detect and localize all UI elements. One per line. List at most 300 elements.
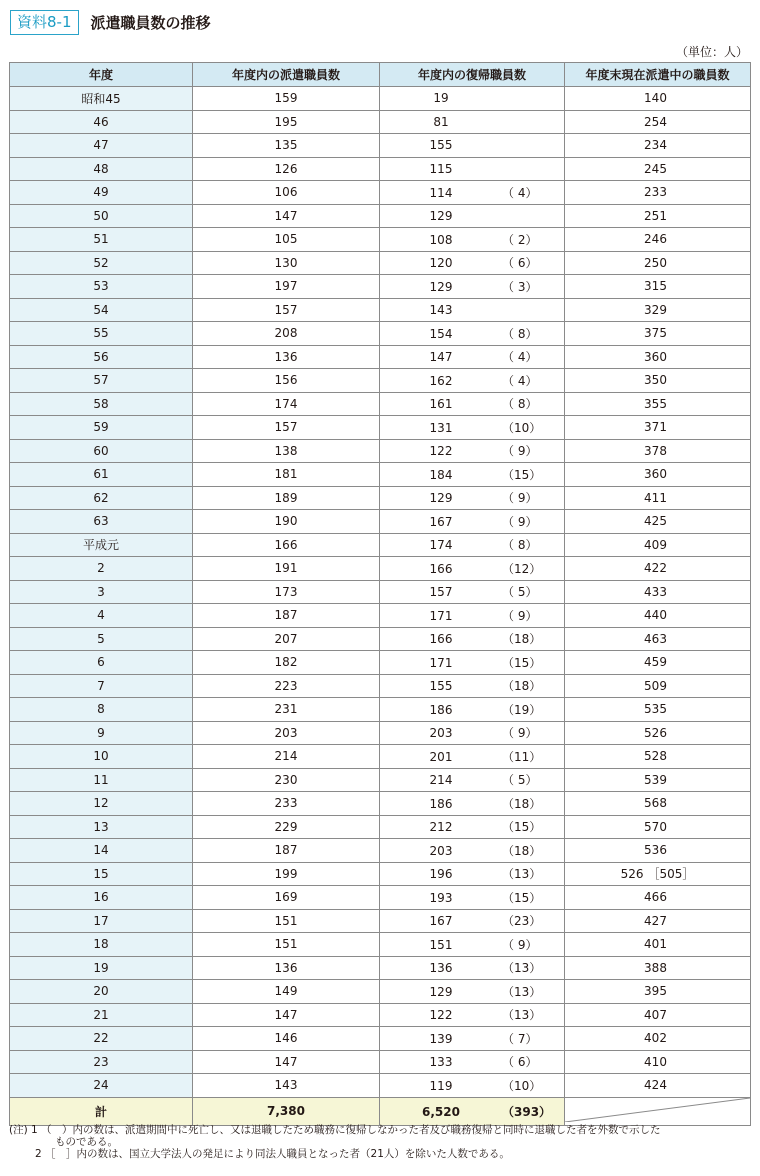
returned-value: 133	[429, 1055, 453, 1070]
current-value: 360	[644, 349, 667, 364]
current-value: 526	[620, 867, 644, 882]
current-value: 570	[644, 819, 667, 834]
current-value: 409	[644, 537, 667, 552]
current-cell	[565, 251, 751, 275]
table-row	[10, 134, 751, 158]
returned-value: 151	[429, 937, 453, 952]
dispatched-cell: 182	[193, 651, 380, 675]
year-cell: 20	[10, 980, 193, 1004]
dispatched-cell: 146	[193, 1027, 380, 1051]
year-cell: 24	[10, 1074, 193, 1098]
table-row	[10, 1074, 751, 1098]
table-row	[10, 251, 751, 275]
returned-cell	[380, 604, 565, 628]
dispatched-cell: 159	[193, 87, 380, 111]
returned-note: （18）	[502, 632, 542, 647]
diagonal-slash-icon	[565, 1098, 750, 1122]
returned-note: （ 8）	[502, 397, 538, 412]
returned-value: 155	[429, 679, 453, 694]
current-value: 245	[644, 161, 667, 176]
dispatched-cell: 203	[193, 721, 380, 745]
dispatched-cell: 191	[193, 557, 380, 581]
table-header-row	[10, 63, 751, 87]
current-value: 427	[644, 913, 667, 928]
returned-value: 196	[429, 867, 453, 882]
current-cell	[565, 956, 751, 980]
dispatched-cell: 105	[193, 228, 380, 252]
returned-note: （ 9）	[502, 444, 538, 459]
current-value: 329	[644, 302, 667, 317]
returned-value: 166	[429, 561, 453, 576]
year-cell: 62	[10, 486, 193, 510]
current-value: 526	[644, 725, 667, 740]
total-dispatched: 7,380	[193, 1097, 380, 1125]
table-row	[10, 698, 751, 722]
total-returned: 6,520	[422, 1104, 460, 1119]
current-value: 463	[644, 631, 667, 646]
table-row	[10, 815, 751, 839]
title-row	[10, 8, 211, 36]
table-row	[10, 792, 751, 816]
returned-cell	[380, 228, 565, 252]
current-value: 509	[644, 678, 667, 693]
current-value: 378	[644, 443, 667, 458]
current-note: ［505］	[647, 867, 695, 882]
returned-cell	[380, 463, 565, 487]
returned-cell	[380, 134, 565, 158]
returned-note: （ 9）	[502, 608, 538, 623]
returned-value: 114	[429, 185, 453, 200]
returned-note: （23）	[502, 914, 542, 929]
current-value: 375	[644, 326, 667, 341]
year-cell: 13	[10, 815, 193, 839]
returned-value: 203	[429, 843, 453, 858]
returned-cell	[380, 721, 565, 745]
unit-label: （単位：人）	[675, 45, 748, 59]
dispatched-cell: 156	[193, 369, 380, 393]
current-value: 315	[644, 279, 667, 294]
year-cell: 6	[10, 651, 193, 675]
returned-value: 129	[429, 279, 453, 294]
returned-note: （18）	[502, 679, 542, 694]
table-row	[10, 110, 751, 134]
table-row	[10, 1003, 751, 1027]
table-body	[10, 87, 751, 1098]
returned-value: 147	[429, 350, 453, 365]
current-cell	[565, 651, 751, 675]
returned-value: 129	[429, 984, 453, 999]
table-row	[10, 345, 751, 369]
returned-note: （12）	[502, 561, 542, 576]
returned-cell	[380, 627, 565, 651]
note-1: (注) 1 （ ）内の数は、派遣期間中に死亡し、又は退職したため職務に復帰しなかった者及び職務復帰と同時に退職した者を外数で示した	[9, 1124, 661, 1136]
returned-note: （19）	[502, 702, 542, 717]
returned-value: 161	[429, 397, 453, 412]
year-cell: 22	[10, 1027, 193, 1051]
table-row	[10, 745, 751, 769]
table-row	[10, 392, 751, 416]
returned-value: 108	[429, 232, 453, 247]
returned-value: 115	[429, 161, 453, 176]
dispatched-cell: 223	[193, 674, 380, 698]
returned-cell	[380, 204, 565, 228]
year-cell: 2	[10, 557, 193, 581]
dispatched-cell: 230	[193, 768, 380, 792]
current-cell	[565, 862, 751, 886]
returned-cell	[380, 862, 565, 886]
dispatched-cell: 207	[193, 627, 380, 651]
current-value: 528	[644, 749, 667, 764]
current-cell	[565, 674, 751, 698]
returned-note: （15）	[502, 890, 542, 905]
returned-value: 171	[429, 655, 453, 670]
table-row	[10, 439, 751, 463]
current-cell	[565, 298, 751, 322]
current-value: 422	[644, 561, 667, 576]
table-row	[10, 909, 751, 933]
returned-cell	[380, 486, 565, 510]
total-empty-cell	[565, 1097, 751, 1125]
returned-cell	[380, 1074, 565, 1098]
table-row	[10, 580, 751, 604]
dispatched-cell: 149	[193, 980, 380, 1004]
year-cell: 15	[10, 862, 193, 886]
year-cell: 57	[10, 369, 193, 393]
current-cell	[565, 439, 751, 463]
current-value: 251	[644, 208, 667, 223]
table-row	[10, 298, 751, 322]
current-cell	[565, 580, 751, 604]
year-cell: 46	[10, 110, 193, 134]
dispatched-cell: 195	[193, 110, 380, 134]
dispatched-cell: 187	[193, 604, 380, 628]
current-cell	[565, 463, 751, 487]
dispatched-cell: 208	[193, 322, 380, 346]
returned-cell	[380, 298, 565, 322]
dispatched-cell: 187	[193, 839, 380, 863]
year-cell: 18	[10, 933, 193, 957]
returned-cell	[380, 839, 565, 863]
dispatched-cell: 135	[193, 134, 380, 158]
total-label: 計	[10, 1097, 193, 1125]
current-cell	[565, 533, 751, 557]
current-cell	[565, 886, 751, 910]
table-row	[10, 933, 751, 957]
returned-cell	[380, 886, 565, 910]
current-cell	[565, 627, 751, 651]
current-cell	[565, 909, 751, 933]
returned-value: 201	[429, 749, 453, 764]
table-row	[10, 322, 751, 346]
year-cell: 23	[10, 1050, 193, 1074]
returned-value: 136	[429, 961, 453, 976]
current-cell	[565, 1050, 751, 1074]
year-cell: 4	[10, 604, 193, 628]
returned-value: 186	[429, 796, 453, 811]
returned-cell	[380, 1003, 565, 1027]
notes	[9, 1124, 753, 1160]
current-cell	[565, 745, 751, 769]
returned-note: （ 6）	[502, 1055, 538, 1070]
current-cell	[565, 557, 751, 581]
year-cell: 60	[10, 439, 193, 463]
current-value: 536	[644, 843, 667, 858]
current-value: 234	[644, 138, 667, 153]
current-cell	[565, 1027, 751, 1051]
current-value: 371	[644, 420, 667, 435]
year-cell: 9	[10, 721, 193, 745]
total-row	[10, 1097, 751, 1125]
document-tag: 資料8-1	[10, 10, 79, 35]
current-value: 388	[644, 960, 667, 975]
dispatched-cell: 130	[193, 251, 380, 275]
returned-note: （15）	[502, 467, 542, 482]
dispatched-cell: 229	[193, 815, 380, 839]
returned-value: 129	[429, 208, 453, 223]
year-cell: 47	[10, 134, 193, 158]
returned-note: （13）	[502, 1008, 542, 1023]
returned-note: （ 4）	[502, 185, 538, 200]
year-cell: 昭和45	[10, 87, 193, 111]
dispatch-table	[9, 62, 751, 1126]
year-cell: 17	[10, 909, 193, 933]
returned-note: （10）	[502, 420, 542, 435]
current-value: 233	[644, 185, 667, 200]
returned-value: 167	[429, 914, 453, 929]
year-cell: 53	[10, 275, 193, 299]
current-value: 254	[644, 114, 667, 129]
dispatched-cell: 157	[193, 416, 380, 440]
current-cell	[565, 204, 751, 228]
dispatched-cell: 181	[193, 463, 380, 487]
current-cell	[565, 604, 751, 628]
year-cell: 49	[10, 181, 193, 205]
table-row	[10, 627, 751, 651]
table-row	[10, 533, 751, 557]
current-value: 140	[644, 91, 667, 106]
current-cell	[565, 369, 751, 393]
returned-cell	[380, 768, 565, 792]
current-value: 425	[644, 514, 667, 529]
returned-cell	[380, 439, 565, 463]
current-cell	[565, 839, 751, 863]
current-cell	[565, 1003, 751, 1027]
returned-note: （13）	[502, 984, 542, 999]
returned-note: （ 5）	[502, 773, 538, 788]
returned-value: 174	[429, 538, 453, 553]
returned-note: （ 2）	[502, 232, 538, 247]
dispatched-cell: 199	[193, 862, 380, 886]
year-cell: 11	[10, 768, 193, 792]
dispatched-cell: 151	[193, 933, 380, 957]
returned-cell	[380, 933, 565, 957]
current-cell	[565, 345, 751, 369]
current-cell	[565, 392, 751, 416]
current-value: 535	[644, 702, 667, 717]
returned-note: （18）	[502, 843, 542, 858]
year-cell: 58	[10, 392, 193, 416]
dispatched-cell: 136	[193, 345, 380, 369]
dispatched-cell: 169	[193, 886, 380, 910]
current-cell	[565, 181, 751, 205]
table-row	[10, 463, 751, 487]
year-cell: 50	[10, 204, 193, 228]
current-value: 459	[644, 655, 667, 670]
current-cell	[565, 698, 751, 722]
table-row	[10, 956, 751, 980]
current-value: 424	[644, 1078, 667, 1093]
table-row	[10, 886, 751, 910]
current-cell	[565, 275, 751, 299]
returned-value: 120	[429, 256, 453, 271]
current-value: 440	[644, 608, 667, 623]
table-row	[10, 486, 751, 510]
header-year: 年度	[10, 63, 193, 87]
current-cell	[565, 792, 751, 816]
returned-cell	[380, 533, 565, 557]
returned-value: 186	[429, 702, 453, 717]
returned-value: 162	[429, 373, 453, 388]
current-cell	[565, 157, 751, 181]
returned-cell	[380, 557, 565, 581]
total-returned-cell	[380, 1097, 565, 1125]
returned-cell	[380, 181, 565, 205]
current-cell	[565, 110, 751, 134]
returned-cell	[380, 157, 565, 181]
current-cell	[565, 510, 751, 534]
current-cell	[565, 1074, 751, 1098]
dispatched-cell: 173	[193, 580, 380, 604]
current-cell	[565, 87, 751, 111]
dispatched-cell: 151	[193, 909, 380, 933]
returned-note: （ 3）	[502, 279, 538, 294]
year-cell: 7	[10, 674, 193, 698]
year-cell: 19	[10, 956, 193, 980]
dispatched-cell: 190	[193, 510, 380, 534]
returned-cell	[380, 792, 565, 816]
returned-value: 122	[429, 444, 453, 459]
returned-cell	[380, 698, 565, 722]
returned-cell	[380, 580, 565, 604]
returned-value: 19	[433, 91, 449, 106]
returned-value: 167	[429, 514, 453, 529]
total-returned-note: （393）	[502, 1104, 552, 1119]
current-cell	[565, 768, 751, 792]
current-value: 407	[644, 1007, 667, 1022]
current-value: 410	[644, 1054, 667, 1069]
year-cell: 5	[10, 627, 193, 651]
returned-cell	[380, 674, 565, 698]
returned-cell	[380, 980, 565, 1004]
dispatched-cell: 197	[193, 275, 380, 299]
table-row	[10, 839, 751, 863]
table-row	[10, 204, 751, 228]
returned-note: （ 5）	[502, 585, 538, 600]
dispatched-cell: 157	[193, 298, 380, 322]
returned-cell	[380, 1027, 565, 1051]
returned-cell	[380, 392, 565, 416]
year-cell: 8	[10, 698, 193, 722]
dispatched-cell: 147	[193, 1050, 380, 1074]
returned-note: （18）	[502, 796, 542, 811]
returned-cell	[380, 345, 565, 369]
current-value: 246	[644, 232, 667, 247]
dispatched-cell: 233	[193, 792, 380, 816]
current-cell	[565, 721, 751, 745]
table-row	[10, 980, 751, 1004]
current-cell	[565, 416, 751, 440]
returned-cell	[380, 909, 565, 933]
returned-cell	[380, 369, 565, 393]
table-row	[10, 510, 751, 534]
current-cell	[565, 134, 751, 158]
year-cell: 59	[10, 416, 193, 440]
returned-cell	[380, 322, 565, 346]
returned-cell	[380, 745, 565, 769]
dispatched-cell: 166	[193, 533, 380, 557]
returned-note: （ 9）	[502, 937, 538, 952]
returned-value: 184	[429, 467, 453, 482]
year-cell: 21	[10, 1003, 193, 1027]
returned-note: （ 4）	[502, 350, 538, 365]
header-current: 年度末現在派遣中の職員数	[565, 63, 751, 87]
current-value: 539	[644, 772, 667, 787]
current-value: 360	[644, 467, 667, 482]
header-returned: 年度内の復帰職員数	[380, 63, 565, 87]
returned-note: （ 6）	[502, 256, 538, 271]
year-cell: 16	[10, 886, 193, 910]
current-cell	[565, 228, 751, 252]
returned-value: 81	[433, 114, 449, 129]
current-value: 250	[644, 255, 667, 270]
year-cell: 55	[10, 322, 193, 346]
returned-value: 131	[429, 420, 453, 435]
year-cell: 54	[10, 298, 193, 322]
dispatched-cell: 174	[193, 392, 380, 416]
page-title: 派遣職員数の推移	[90, 13, 211, 32]
dispatched-cell: 147	[193, 204, 380, 228]
year-cell: 63	[10, 510, 193, 534]
year-cell: 61	[10, 463, 193, 487]
returned-value: 119	[429, 1078, 453, 1093]
returned-value: 212	[429, 820, 453, 835]
table-row	[10, 721, 751, 745]
year-cell: 56	[10, 345, 193, 369]
returned-note: （ 7）	[502, 1031, 538, 1046]
dispatched-cell: 136	[193, 956, 380, 980]
returned-cell	[380, 956, 565, 980]
current-cell	[565, 486, 751, 510]
returned-note: （11）	[502, 749, 542, 764]
returned-value: 139	[429, 1031, 453, 1046]
returned-note: （10）	[502, 1078, 542, 1093]
year-cell: 12	[10, 792, 193, 816]
returned-value: 155	[429, 138, 453, 153]
table-row	[10, 275, 751, 299]
dispatched-cell: 147	[193, 1003, 380, 1027]
year-cell: 3	[10, 580, 193, 604]
current-value: 433	[644, 584, 667, 599]
note-2: 2 ［ ］内の数は、国立大学法人の発足により同法人職員となった者（21人）を除いた人数である。	[35, 1148, 510, 1160]
returned-note: （ 8）	[502, 326, 538, 341]
current-value: 411	[644, 490, 667, 505]
returned-note: （ 9）	[502, 726, 538, 741]
current-cell	[565, 815, 751, 839]
year-cell: 48	[10, 157, 193, 181]
returned-cell	[380, 416, 565, 440]
year-cell: 52	[10, 251, 193, 275]
dispatched-cell: 231	[193, 698, 380, 722]
